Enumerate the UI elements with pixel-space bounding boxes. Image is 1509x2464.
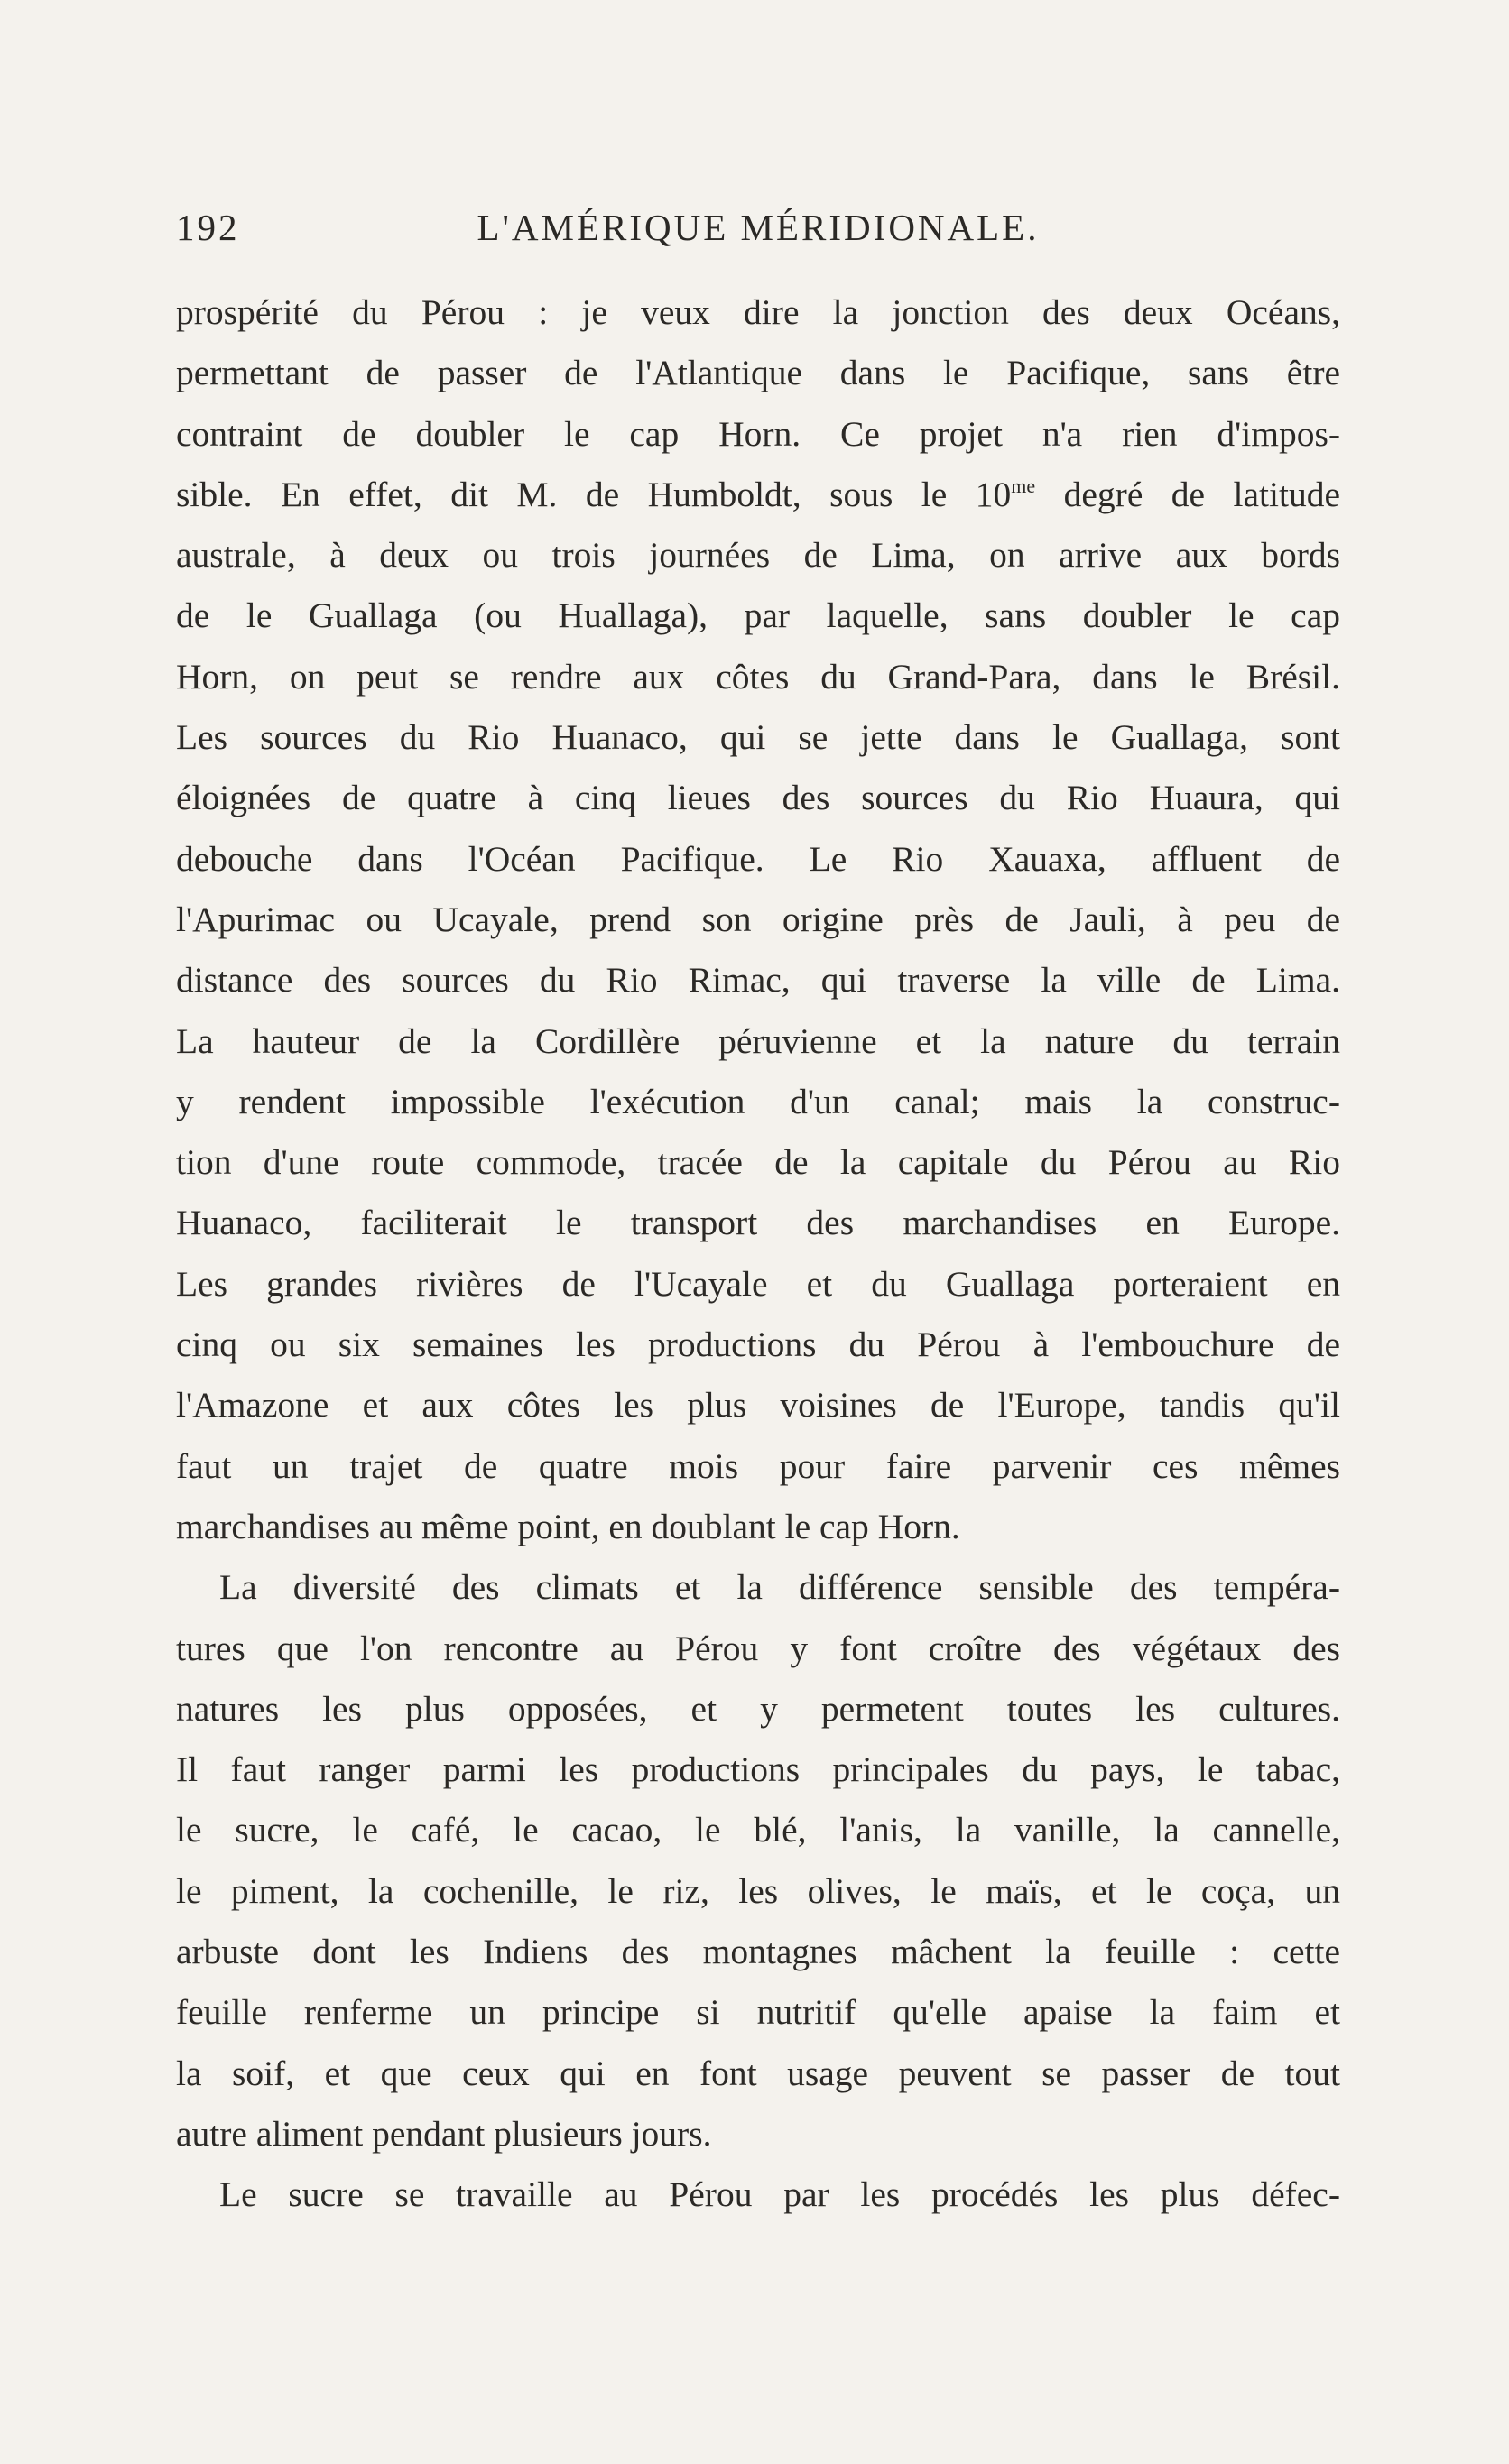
text-line: contraint de doubler le cap Horn. Ce projet n'a rien d'impos- bbox=[176, 413, 1340, 454]
text-line: natures les plus opposées, et y permetent toutes les cultures. bbox=[176, 1688, 1340, 1729]
text-line: éloignées de quatre à cinq lieues des sources du Rio Huaura, qui bbox=[176, 778, 1340, 818]
text-line: La diversité des climats et la différence sensible des tempéra- bbox=[219, 1567, 1340, 1608]
text-segment: sible. En effet, dit M. de Humboldt, sous le 10 bbox=[176, 474, 1012, 514]
text-line: le piment, la cochenille, le riz, les olives, le maïs, et le coça, un bbox=[176, 1870, 1340, 1911]
text-line: tures que l'on rencontre au Pérou y font croître des végétaux des bbox=[176, 1628, 1340, 1668]
text-line: la soif, et que ceux qui en font usage peuvent se passer de tout bbox=[176, 2053, 1340, 2093]
text-line: l'Amazone et aux côtes les plus voisines de l'Europe, tandis qu'il bbox=[176, 1385, 1340, 1426]
text-line: Les sources du Rio Huanaco, qui se jette dans le Guallaga, sont bbox=[176, 717, 1340, 758]
page-header bbox=[176, 206, 1340, 260]
text-segment: degré de latitude bbox=[1035, 474, 1341, 514]
text-line: distance des sources du Rio Rimac, qui traverse la ville de Lima. bbox=[176, 960, 1340, 1001]
text-line: tion d'une route commode, tracée de la capitale du Pérou au Rio bbox=[176, 1142, 1340, 1183]
text-line: Huanaco, faciliterait le transport des marchandises en Europe. bbox=[176, 1203, 1340, 1243]
text-line: autre aliment pendant plusieurs jours. bbox=[176, 2113, 712, 2154]
text-line: Les grandes rivières de l'Ucayale et du Guallaga porteraient en bbox=[176, 1263, 1340, 1304]
text-line: de le Guallaga (ou Huallaga), par laquelle, sans doubler le cap bbox=[176, 595, 1340, 636]
text-line: La hauteur de la Cordillère péruvienne et la nature du terrain bbox=[176, 1020, 1340, 1061]
text-line: cinq ou six semaines les productions du Pérou à l'embouchure de bbox=[176, 1324, 1340, 1365]
text-line: Horn, on peut se rendre aux côtes du Grand-Para, dans le Brésil. bbox=[176, 656, 1340, 697]
text-line: faut un trajet de quatre mois pour faire parvenir ces mêmes bbox=[176, 1445, 1340, 1486]
text-line: permettant de passer de l'Atlantique dans le Pacifique, sans être bbox=[176, 353, 1340, 393]
text-line: arbuste dont les Indiens des montagnes mâchent la feuille : cette bbox=[176, 1932, 1340, 1972]
text-line: Le sucre se travaille au Pérou par les procédés les plus défec- bbox=[219, 2174, 1340, 2215]
ordinal-superscript: me bbox=[1011, 474, 1036, 497]
text-line: y rendent impossible l'exécution d'un canal; mais la construc- bbox=[176, 1081, 1340, 1121]
text-line: le sucre, le café, le cacao, le blé, l'anis, la vanille, la cannelle, bbox=[176, 1810, 1340, 1850]
text-line: australe, à deux ou trois journées de Lima, on arrive aux bords bbox=[176, 535, 1340, 576]
text-line: debouche dans l'Océan Pacifique. Le Rio Xauaxa, affluent de bbox=[176, 838, 1340, 879]
text-line: prospérité du Pérou : je veux dire la jonction des deux Océans, bbox=[176, 292, 1340, 332]
text-line: marchandises au même point, en doublant le cap Horn. bbox=[176, 1506, 960, 1546]
body-text bbox=[176, 282, 1340, 2226]
page-number: 192 bbox=[176, 207, 240, 248]
text-line bbox=[176, 465, 1340, 525]
text-line: l'Apurimac ou Ucayale, prend son origine près de Jauli, à peu de bbox=[176, 899, 1340, 939]
text-line: feuille renferme un principe si nutritif qu'elle apaise la faim et bbox=[176, 1992, 1340, 2033]
running-title: L'AMÉRIQUE MÉRIDIONALE. bbox=[477, 207, 1040, 248]
text-line: Il faut ranger parmi les productions principales du pays, le tabac, bbox=[176, 1749, 1340, 1790]
